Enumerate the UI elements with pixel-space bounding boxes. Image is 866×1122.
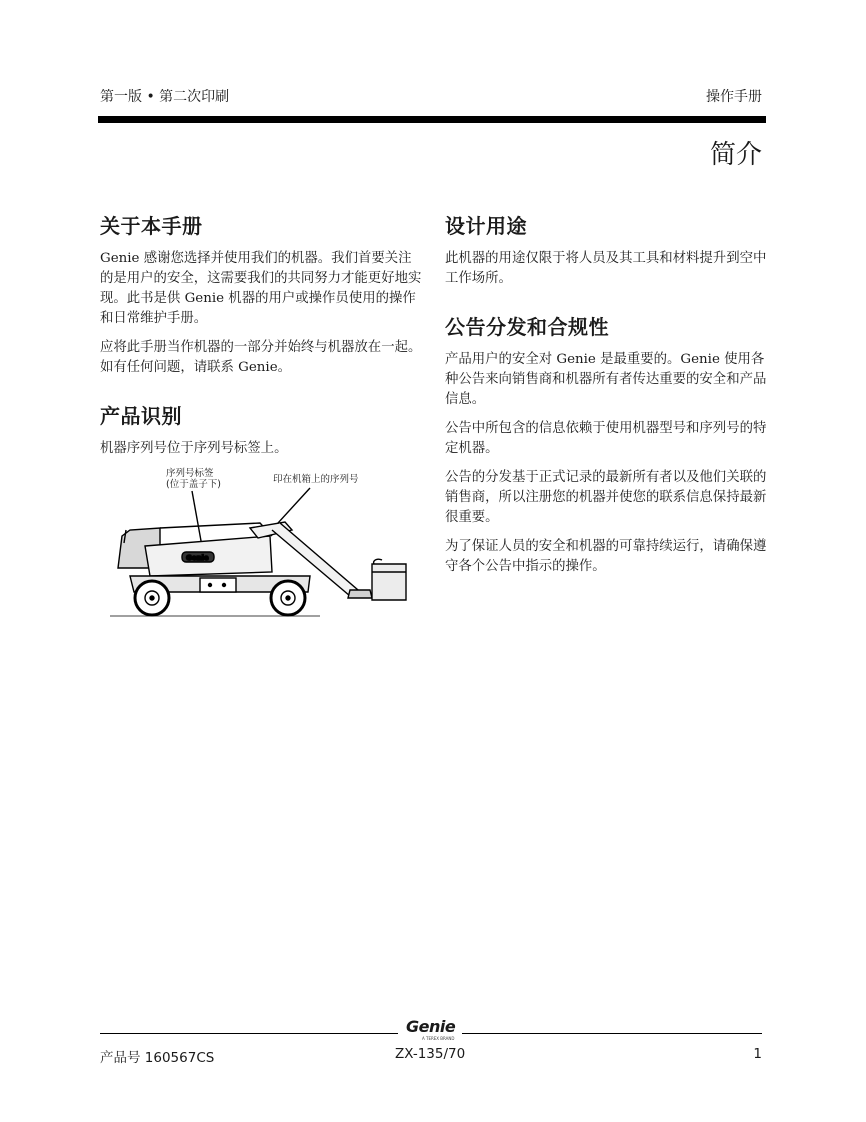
genie-logo-subtext: A TEREX BRAND <box>422 1036 455 1041</box>
about-manual-heading: 关于本手册 <box>100 214 203 238</box>
footer-part-number: 产品号 160567CS <box>100 1050 215 1066</box>
serial-tag-label-line1: 序列号标签 <box>166 468 214 479</box>
header-rule <box>98 116 766 123</box>
serial-tag-label-line2: (位于盖子下) <box>166 479 221 490</box>
header-manual-type: 操作手册 <box>706 89 762 105</box>
bulletin-paragraph-2: 公告中所包含的信息依赖于使用机器型号和序列号的特定机器。 <box>445 421 767 456</box>
machine-illustration <box>100 468 420 618</box>
intended-use-heading: 设计用途 <box>445 214 527 238</box>
about-manual-paragraph-2: 应将此手册当作机器的一部分并始终与机器放在一起。如有任何问题，请联系 Genie。 <box>100 340 422 375</box>
bulletin-paragraph-1: 产品用户的安全对 Genie 是最重要的。Genie 使用各种公告来向销售商和机器所有者传达重要的安全和产品信息。 <box>445 352 767 407</box>
about-manual-paragraph-1: Genie 感谢您选择并使用我们的机器。我们首要关注的是用户的安全，这需要我们的共同努力才能更好地实现。此书是供 Genie 机器的用户或操作员使用的操作和日常维护手册。 <box>100 251 422 326</box>
product-identification-paragraph: 机器序列号位于序列号标签上。 <box>100 441 288 456</box>
footer-page-number: 1 <box>753 1046 762 1062</box>
footer-rule-left <box>100 1033 398 1034</box>
machine-brand-decal: Genie <box>186 554 209 562</box>
left-column <box>100 210 422 618</box>
boom-lift-drawing <box>100 468 420 618</box>
chassis-serial-label: 印在机箱上的序列号 <box>273 474 359 485</box>
section-title: 简介 <box>709 140 762 170</box>
footer-model: ZX-135/70 <box>395 1046 466 1062</box>
intended-use-paragraph: 此机器的用途仅限于将人员及其工具和材料提升到空中工作场所。 <box>445 251 767 286</box>
bulletin-paragraph-4: 为了保证人员的安全和机器的可靠持续运行，请确保遵守各个公告中指示的操作。 <box>445 539 767 574</box>
footer-rule-right <box>462 1033 762 1034</box>
header-edition: 第一版 • 第二次印刷 <box>100 89 230 105</box>
product-identification-heading: 产品识别 <box>100 404 182 428</box>
bulletin-heading: 公告分发和合规性 <box>445 315 609 339</box>
right-column <box>445 210 767 586</box>
bulletin-paragraph-3: 公告的分发基于正式记录的最新所有者以及他们关联的销售商，所以注册您的机器并使您的联系信息保持最新很重要。 <box>445 470 767 525</box>
genie-logo: Genie <box>406 1017 456 1036</box>
